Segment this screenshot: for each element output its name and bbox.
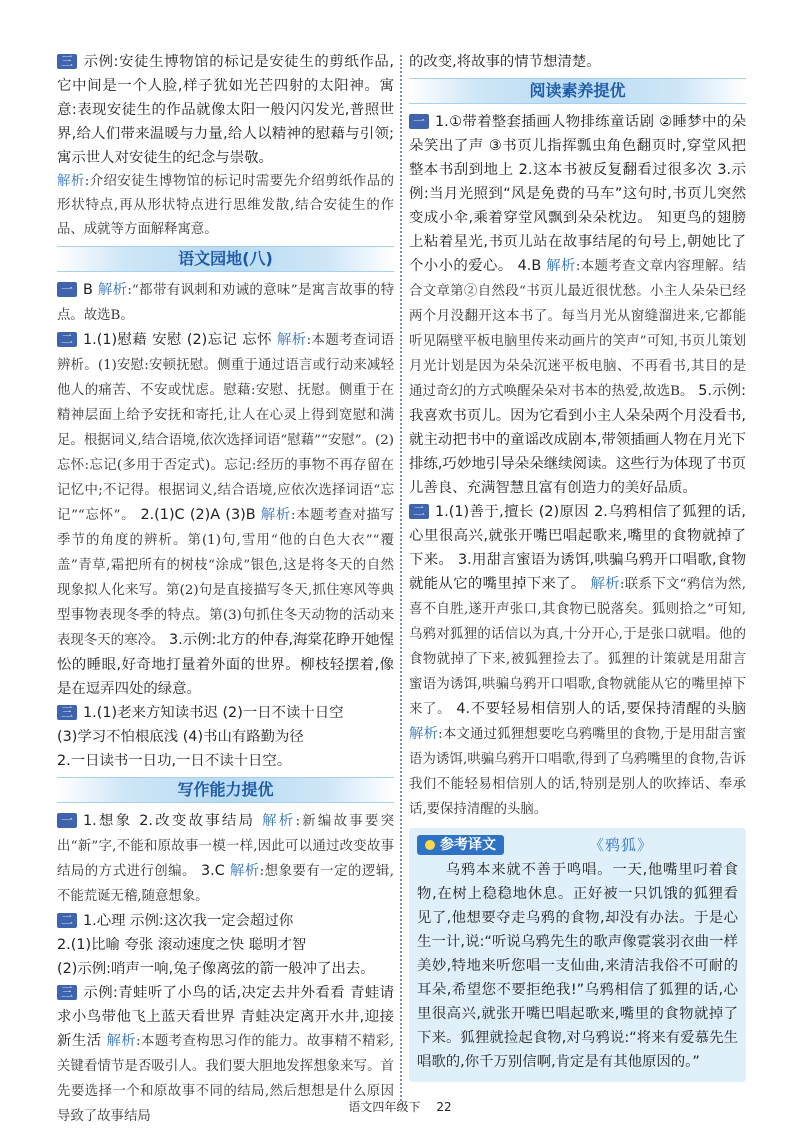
answer-text: 1.心理 示例:这次我一定会超过你: [83, 913, 294, 929]
answer-text: 1.(1)慰藉 安慰 (2)忘记 忘怀: [83, 332, 272, 348]
section-number-tag: 二: [57, 913, 77, 928]
page-footer: [0, 1098, 800, 1115]
answer-block: [57, 909, 394, 933]
section-number-tag: 一: [57, 282, 77, 297]
section-banner: 阅读素养提优: [409, 78, 746, 104]
analysis-label: 解析: [590, 576, 620, 592]
answer-block: [57, 328, 394, 701]
left-column: [57, 50, 394, 1129]
answer-block: [409, 110, 746, 500]
analysis-label: 解析: [229, 863, 260, 879]
analysis-label: 解析: [97, 282, 128, 298]
analysis-text: :新编故事要突出“新”字,不能和原故事一模一样,因此可以通过改变故事结局的方式进行创编。: [57, 814, 394, 879]
reference-tag-label: 参考译文: [440, 837, 496, 853]
analysis-label: 解析: [262, 813, 296, 829]
answer-text: 2.(1)C (2)A (3)B: [140, 507, 256, 523]
section-number-tag: 一: [57, 813, 77, 828]
analysis-label: 解析: [106, 1033, 137, 1049]
answer-text: 3.示例:北方的仲春,海棠花睁开她惺忪的睡眼,好奇地打量着外面的世界。柳枝轻摆着,像是在逗弄四处的绿意。: [57, 632, 395, 697]
analysis-text: :本题考查构思习作的能力。故事精不精彩,关键看情节是否吸引人。我们要大胆地发挥想象来写。首先要选择一个和原故事不同的结局,然后想想是什么原因导致了故事结局: [57, 1034, 394, 1124]
analysis-label: 解析: [409, 726, 439, 742]
analysis-text: :想象要有一定的逻辑,不能荒诞无稽,随意想象。: [57, 864, 394, 904]
analysis-label: 解析: [260, 507, 291, 523]
analysis-text: :本文通过狐狸想要吃乌鸦嘴里的食物,于是用甜言蜜语为诱饵,哄骗乌鸦开口唱歌,得到了乌鸦嘴里的食物,告诉我们不能轻易相信别人的话,特别是别人的吹捧话、奉承话,要保持清醒的头脑。: [409, 727, 746, 817]
section-number-tag: 一: [409, 114, 429, 129]
answer-block: [57, 809, 394, 909]
analysis-text: :介绍安徒生博物馆的标记时需要先介绍剪纸作品的形状特点,再从形状特点进行思维发散,结合安徒生的作品、成就等方面解释寓意。: [57, 174, 395, 237]
answer-text: 1.(1)老来方知读书迟 (2)一日不读十日空: [83, 705, 344, 721]
analysis-label: 解析: [546, 258, 576, 274]
analysis-text: :本题考查对描写季节的角度的辨析。第(1)句,雪用“他的白色大衣”“覆盖”青草,霜把所有的树枝“涂成”银色,这是将冬天的自然现象拟人化来写。第(2)句是直接描写冬天,抓住寒风等典型事物表现冬季的特点。第(3)句抓住冬天动物的活动来表现冬天的寒冷。: [57, 508, 394, 648]
right-column: [409, 50, 746, 1082]
analysis-text: :本题考查文章内容理解。结合文章第②自然段“书页儿最近很忧愁。小主人朵朵已经两个月没翻开这本书了。每当月光从窗缝溜进来,它都能听见隔壁平板电脑里传来动画片的笑声”可知,书页儿策划月光计划是因为朵朵沉迷平板电脑、不再看书,其目的是通过奇幻的方式唤醒朵朵对书本的热爱,故选B。: [409, 259, 746, 399]
section-banner: 写作能力提优: [57, 777, 394, 803]
answer-block: [57, 50, 394, 170]
answer-text: 示例:安徒生博物馆的标记是安徒生的剪纸作品,它中间是一个人脸,样子犹如光芒四射的太阳神。寓意:表现安徒生的作品就像太阳一般闪闪发光,普照世界,给人们带来温暖与力量,给人以精神的慰藉与引领;寓示世人对安徒生的纪念与崇敬。: [57, 54, 394, 166]
answer-text: 3.C: [201, 863, 225, 879]
answer-text: 1.想象 2.改变故事结局: [83, 813, 256, 829]
section-number-tag: 三: [57, 985, 77, 1000]
analysis-block: [57, 170, 394, 242]
column-divider: [400, 55, 402, 1105]
answer-text: 示例:青蛙听了小鸟的话,决定去井外看看 青蛙请求小鸟带他飞上蓝天看世界 青蛙决定离开水井,迎接新生活: [57, 985, 394, 1049]
answer-line: 2.(1)比喻 夸张 滚动速度之快 聪明才智: [57, 937, 307, 953]
answer-text: 4.不要轻易相信别人的话,要保持清醒的头脑: [456, 701, 747, 717]
answer-text: 1.①带着整套插画人物排练童话剧 ②睡梦中的朵朵笑出了声 ③书页儿指挥瓢虫角色翻页时,穿堂风把整本书刮到地上 2.这本书被反复翻看过很多次 3.示例:当月光照到“风是免费的马车”这句时,书页儿突然变成小伞,乘着穿堂风飘到朵朵枕边。 知更鸟的翅膀上粘着星光,书页儿站在故事结尾的句号上,朝她比了个小小的爱心。 4.B: [409, 114, 746, 274]
answer-block: [57, 278, 394, 328]
section-number-tag: 二: [409, 504, 429, 519]
reference-translation-box: [409, 828, 746, 1082]
answer-text: 5.示例:我喜欢书页儿。因为它看到小主人朵朵两个月没看书,就主动把书中的童谣改成剧本,带领插画人物在月光下排练,巧妙地引导朵朵继续阅读。这些行为体现了书页儿善良、充满智慧且富有创造力的美好品质。: [409, 383, 746, 496]
lightbulb-icon: [425, 840, 435, 850]
reference-title: 《鸦狐》: [588, 836, 653, 854]
footer-subject: 语文四年级下: [348, 1100, 421, 1114]
reference-tag: [417, 835, 504, 855]
section-number-tag: 三: [57, 54, 77, 69]
page-number: 22: [436, 1100, 452, 1114]
reference-header: [417, 832, 738, 858]
analysis-text: :联系下文“鸦信为然,喜不自胜,遂开声张口,其食物已脱落矣。狐则拾之”可知,乌鸦对狐狸的话信以为真,十分开心,于是张口就唱。他的食物就掉了下来,被狐狸捡去了。狐狸的计策就是用甜言蜜语为诱饵,哄骗乌鸦开口唱歌,食物就能从它的嘴里掉下来了。: [409, 577, 746, 717]
answer-line: 2.一日读书一日功,一日不读十日空。: [57, 753, 292, 769]
analysis-label: 解析: [57, 174, 85, 189]
answer-line: (3)学习不怕根底浅 (4)书山有路勤为径: [57, 729, 304, 745]
answer-line: (2)示例:哨声一响,兔子像离弦的箭一般冲了出去。: [57, 961, 375, 977]
answer-text: B: [83, 282, 93, 298]
answer-line: 的改变,将故事的情节想清楚。: [409, 54, 601, 70]
section-banner: 语文园地(八): [57, 246, 394, 272]
analysis-text: :本题考查词语辨析。(1)安慰:安顿抚慰。侧重于通过语言或行动来减轻他人的痛苦、不安或忧虑。慰藉:安慰、抚慰。侧重于在精神层面上给予安抚和寄托,让人在心灵上得到宽慰和满足。根据词义,结合语境,依次选择词语“慰藉”“安慰”。(2)忘怀:忘记(多用于否定式)。忘记:经历的事物不再存留在记忆中;不记得。根据词义,结合语境,应依次选择词语“忘记”“忘怀”。: [57, 333, 394, 523]
analysis-text: :“都带有讽刺和劝诫的意味”是寓言故事的特点。故选B。: [57, 283, 394, 323]
section-number-tag: 三: [57, 705, 77, 720]
answer-block: [57, 701, 394, 725]
analysis-label: 解析: [276, 332, 307, 348]
reference-body: 乌鸦本来就不善于鸣唱。一天,他嘴里叼着食物,在树上稳稳地休息。正好被一只饥饿的狐狸看见了,他想要夺走乌鸦的食物,却没有办法。于是心生一计,说:“听说乌鸦先生的歌声像霓裳羽衣曲一样美妙,特地来听您唱一支仙曲,来清洁我俗不可耐的耳朵,希望您不要拒绝我!”乌鸦相信了狐狸的话,心里很高兴,就张开嘴巴唱起歌来,嘴里的食物就掉了下来。狐狸就捡起食物,对乌鸦说:“将来有爱慕先生唱歌的,你千万别信啊,肯定是有其他原因的。”: [417, 862, 738, 1070]
answer-text: 1.(1)善于,擅长 (2)原因 2.乌鸦相信了狐狸的话,心里很高兴,就张开嘴巴唱起歌来,嘴里的食物就掉了下来。 3.用甜言蜜语为诱饵,哄骗乌鸦开口唱歌,食物就能从它的嘴里掉下来了。: [409, 504, 746, 592]
answer-block: [409, 500, 746, 822]
section-number-tag: 二: [57, 332, 77, 347]
